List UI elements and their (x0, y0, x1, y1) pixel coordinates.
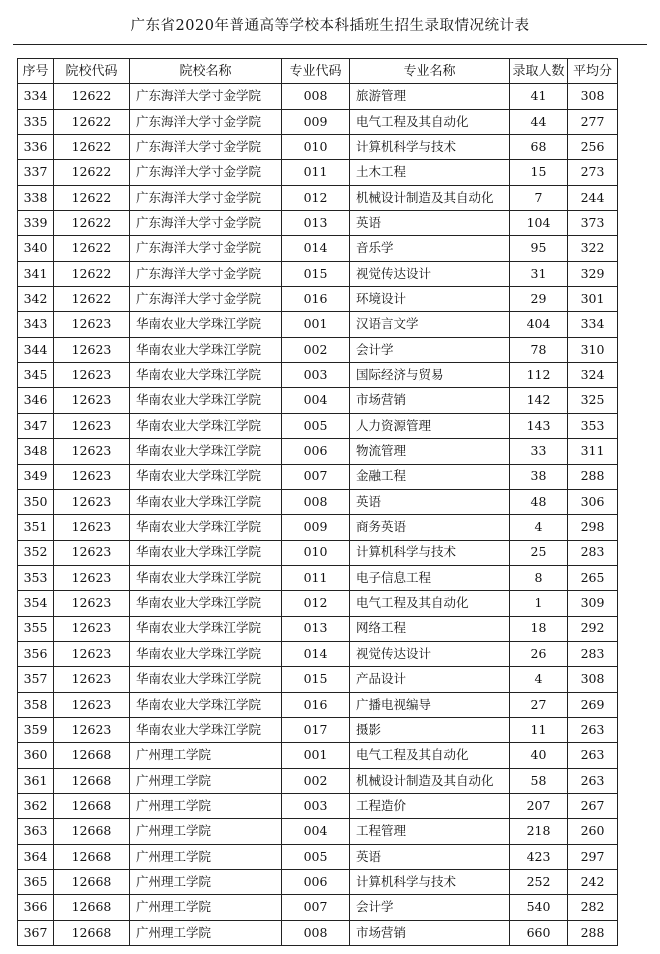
cell-school-name: 华南农业大学珠江学院 (130, 591, 282, 616)
cell-major-name: 摄影 (350, 717, 510, 742)
cell-seq: 347 (18, 413, 54, 438)
cell-admitted-count: 660 (510, 920, 568, 945)
cell-average-score: 308 (568, 667, 618, 692)
cell-major-name: 英语 (350, 844, 510, 869)
table-row (18, 84, 618, 109)
cell-admitted-count: 143 (510, 413, 568, 438)
cell-major-code: 006 (282, 870, 350, 895)
cell-average-score: 373 (568, 211, 618, 236)
cell-school-code: 12623 (54, 439, 130, 464)
cell-school-name: 广州理工学院 (130, 743, 282, 768)
cell-major-name: 商务英语 (350, 515, 510, 540)
cell-major-name: 工程造价 (350, 793, 510, 818)
cell-school-code: 12623 (54, 591, 130, 616)
cell-school-code: 12668 (54, 793, 130, 818)
cell-seq: 355 (18, 616, 54, 641)
table-row (18, 717, 618, 742)
cell-admitted-count: 4 (510, 515, 568, 540)
cell-school-name: 华南农业大学珠江学院 (130, 616, 282, 641)
table-row (18, 413, 618, 438)
cell-school-code: 12668 (54, 819, 130, 844)
table-row (18, 920, 618, 945)
cell-seq: 337 (18, 160, 54, 185)
cell-major-code: 014 (282, 236, 350, 261)
cell-major-name: 会计学 (350, 337, 510, 362)
cell-admitted-count: 4 (510, 667, 568, 692)
header-admitted-count: 录取人数 (510, 59, 568, 84)
cell-average-score: 263 (568, 768, 618, 793)
cell-major-name: 视觉传达设计 (350, 261, 510, 286)
cell-seq: 356 (18, 641, 54, 666)
cell-school-code: 12623 (54, 413, 130, 438)
cell-major-code: 015 (282, 261, 350, 286)
table-row (18, 591, 618, 616)
page-title: 广东省2020年普通高等学校本科插班生招生录取情况统计表 (130, 18, 530, 34)
cell-admitted-count: 58 (510, 768, 568, 793)
cell-major-code: 003 (282, 363, 350, 388)
admission-table (17, 58, 618, 946)
cell-average-score: 288 (568, 464, 618, 489)
cell-major-code: 008 (282, 489, 350, 514)
header-school-name: 院校名称 (130, 59, 282, 84)
cell-major-code: 005 (282, 413, 350, 438)
cell-school-name: 华南农业大学珠江学院 (130, 565, 282, 590)
cell-school-code: 12623 (54, 515, 130, 540)
cell-admitted-count: 8 (510, 565, 568, 590)
cell-major-code: 017 (282, 717, 350, 742)
cell-school-name: 广州理工学院 (130, 895, 282, 920)
cell-seq: 346 (18, 388, 54, 413)
table-row (18, 439, 618, 464)
cell-seq: 338 (18, 185, 54, 210)
cell-major-code: 016 (282, 287, 350, 312)
cell-seq: 353 (18, 565, 54, 590)
cell-seq: 342 (18, 287, 54, 312)
cell-school-code: 12623 (54, 667, 130, 692)
cell-major-code: 002 (282, 337, 350, 362)
cell-admitted-count: 31 (510, 261, 568, 286)
table-row (18, 312, 618, 337)
cell-school-name: 华南农业大学珠江学院 (130, 439, 282, 464)
cell-major-code: 006 (282, 439, 350, 464)
cell-major-code: 010 (282, 540, 350, 565)
table-row (18, 616, 618, 641)
cell-major-name: 市场营销 (350, 388, 510, 413)
table-row (18, 236, 618, 261)
cell-seq: 352 (18, 540, 54, 565)
table-row (18, 540, 618, 565)
cell-school-code: 12668 (54, 895, 130, 920)
cell-average-score: 282 (568, 895, 618, 920)
cell-average-score: 334 (568, 312, 618, 337)
cell-major-code: 001 (282, 312, 350, 337)
cell-school-name: 华南农业大学珠江学院 (130, 489, 282, 514)
cell-major-code: 004 (282, 388, 350, 413)
cell-major-name: 电气工程及其自动化 (350, 743, 510, 768)
cell-admitted-count: 40 (510, 743, 568, 768)
cell-seq: 343 (18, 312, 54, 337)
cell-major-code: 009 (282, 109, 350, 134)
cell-major-name: 会计学 (350, 895, 510, 920)
cell-major-code: 001 (282, 743, 350, 768)
cell-admitted-count: 1 (510, 591, 568, 616)
cell-average-score: 329 (568, 261, 618, 286)
cell-admitted-count: 38 (510, 464, 568, 489)
cell-major-name: 国际经济与贸易 (350, 363, 510, 388)
cell-major-name: 计算机科学与技术 (350, 870, 510, 895)
cell-school-name: 华南农业大学珠江学院 (130, 667, 282, 692)
cell-admitted-count: 44 (510, 109, 568, 134)
cell-major-name: 广播电视编导 (350, 692, 510, 717)
cell-school-name: 广东海洋大学寸金学院 (130, 185, 282, 210)
header-seq: 序号 (18, 59, 54, 84)
cell-school-name: 广州理工学院 (130, 768, 282, 793)
cell-admitted-count: 68 (510, 135, 568, 160)
table-row (18, 768, 618, 793)
cell-school-name: 广州理工学院 (130, 920, 282, 945)
cell-school-code: 12623 (54, 692, 130, 717)
cell-admitted-count: 104 (510, 211, 568, 236)
cell-major-code: 007 (282, 895, 350, 920)
table-row (18, 211, 618, 236)
cell-major-name: 计算机科学与技术 (350, 540, 510, 565)
cell-school-code: 12623 (54, 565, 130, 590)
cell-admitted-count: 41 (510, 84, 568, 109)
table-row (18, 870, 618, 895)
cell-major-name: 视觉传达设计 (350, 641, 510, 666)
cell-major-code: 008 (282, 84, 350, 109)
cell-major-code: 012 (282, 591, 350, 616)
table-row (18, 743, 618, 768)
cell-school-code: 12623 (54, 616, 130, 641)
cell-average-score: 306 (568, 489, 618, 514)
cell-school-code: 12623 (54, 540, 130, 565)
table-row (18, 109, 618, 134)
cell-school-name: 华南农业大学珠江学院 (130, 692, 282, 717)
cell-average-score: 283 (568, 540, 618, 565)
cell-major-code: 014 (282, 641, 350, 666)
cell-school-name: 广州理工学院 (130, 793, 282, 818)
cell-school-name: 华南农业大学珠江学院 (130, 515, 282, 540)
cell-average-score: 292 (568, 616, 618, 641)
table-row (18, 135, 618, 160)
cell-major-name: 机械设计制造及其自动化 (350, 185, 510, 210)
cell-school-code: 12622 (54, 185, 130, 210)
cell-average-score: 263 (568, 743, 618, 768)
cell-average-score: 308 (568, 84, 618, 109)
cell-major-name: 机械设计制造及其自动化 (350, 768, 510, 793)
cell-major-code: 007 (282, 464, 350, 489)
cell-admitted-count: 33 (510, 439, 568, 464)
cell-seq: 341 (18, 261, 54, 286)
cell-school-name: 华南农业大学珠江学院 (130, 641, 282, 666)
table-row (18, 667, 618, 692)
table-row (18, 160, 618, 185)
cell-major-name: 土木工程 (350, 160, 510, 185)
cell-average-score: 265 (568, 565, 618, 590)
cell-admitted-count: 7 (510, 185, 568, 210)
cell-average-score: 256 (568, 135, 618, 160)
cell-seq: 340 (18, 236, 54, 261)
cell-major-name: 汉语言文学 (350, 312, 510, 337)
cell-seq: 354 (18, 591, 54, 616)
table-row (18, 793, 618, 818)
cell-school-name: 华南农业大学珠江学院 (130, 388, 282, 413)
cell-seq: 345 (18, 363, 54, 388)
cell-school-code: 12622 (54, 84, 130, 109)
cell-seq: 351 (18, 515, 54, 540)
cell-school-name: 广州理工学院 (130, 870, 282, 895)
cell-school-code: 12622 (54, 236, 130, 261)
cell-major-code: 012 (282, 185, 350, 210)
cell-seq: 335 (18, 109, 54, 134)
cell-major-name: 工程管理 (350, 819, 510, 844)
cell-major-name: 环境设计 (350, 287, 510, 312)
cell-major-code: 009 (282, 515, 350, 540)
cell-major-name: 电子信息工程 (350, 565, 510, 590)
cell-seq: 360 (18, 743, 54, 768)
cell-major-code: 008 (282, 920, 350, 945)
cell-average-score: 244 (568, 185, 618, 210)
cell-admitted-count: 540 (510, 895, 568, 920)
cell-seq: 364 (18, 844, 54, 869)
cell-admitted-count: 29 (510, 287, 568, 312)
table-row (18, 464, 618, 489)
cell-major-name: 产品设计 (350, 667, 510, 692)
cell-school-code: 12623 (54, 464, 130, 489)
cell-admitted-count: 95 (510, 236, 568, 261)
cell-admitted-count: 18 (510, 616, 568, 641)
cell-admitted-count: 25 (510, 540, 568, 565)
cell-average-score: 324 (568, 363, 618, 388)
cell-admitted-count: 218 (510, 819, 568, 844)
cell-average-score: 325 (568, 388, 618, 413)
cell-major-name: 物流管理 (350, 439, 510, 464)
cell-average-score: 267 (568, 793, 618, 818)
cell-major-name: 计算机科学与技术 (350, 135, 510, 160)
table-row (18, 388, 618, 413)
cell-school-code: 12622 (54, 261, 130, 286)
cell-average-score: 322 (568, 236, 618, 261)
cell-school-name: 广州理工学院 (130, 819, 282, 844)
header-major-name: 专业名称 (350, 59, 510, 84)
cell-admitted-count: 15 (510, 160, 568, 185)
cell-admitted-count: 27 (510, 692, 568, 717)
cell-seq: 348 (18, 439, 54, 464)
table-row (18, 261, 618, 286)
cell-school-code: 12623 (54, 337, 130, 362)
cell-school-name: 华南农业大学珠江学院 (130, 717, 282, 742)
cell-seq: 334 (18, 84, 54, 109)
cell-seq: 339 (18, 211, 54, 236)
table-row (18, 515, 618, 540)
cell-school-code: 12622 (54, 109, 130, 134)
table-row (18, 641, 618, 666)
cell-major-code: 004 (282, 819, 350, 844)
header-major-code: 专业代码 (282, 59, 350, 84)
cell-school-name: 华南农业大学珠江学院 (130, 413, 282, 438)
cell-school-code: 12668 (54, 768, 130, 793)
cell-seq: 336 (18, 135, 54, 160)
cell-admitted-count: 404 (510, 312, 568, 337)
cell-major-code: 013 (282, 616, 350, 641)
table-row (18, 844, 618, 869)
cell-school-name: 广东海洋大学寸金学院 (130, 261, 282, 286)
cell-school-code: 12622 (54, 160, 130, 185)
cell-seq: 363 (18, 819, 54, 844)
cell-school-name: 广东海洋大学寸金学院 (130, 160, 282, 185)
cell-major-code: 005 (282, 844, 350, 869)
cell-average-score: 263 (568, 717, 618, 742)
cell-major-code: 016 (282, 692, 350, 717)
cell-school-name: 广东海洋大学寸金学院 (130, 211, 282, 236)
cell-school-code: 12623 (54, 641, 130, 666)
cell-school-code: 12668 (54, 844, 130, 869)
cell-major-code: 011 (282, 160, 350, 185)
header-average-score: 平均分 (568, 59, 618, 84)
cell-average-score: 309 (568, 591, 618, 616)
cell-average-score: 283 (568, 641, 618, 666)
table-row (18, 819, 618, 844)
cell-school-name: 华南农业大学珠江学院 (130, 312, 282, 337)
cell-major-code: 013 (282, 211, 350, 236)
cell-average-score: 273 (568, 160, 618, 185)
cell-school-code: 12622 (54, 135, 130, 160)
cell-admitted-count: 207 (510, 793, 568, 818)
cell-average-score: 242 (568, 870, 618, 895)
cell-school-name: 华南农业大学珠江学院 (130, 464, 282, 489)
cell-major-name: 金融工程 (350, 464, 510, 489)
cell-seq: 350 (18, 489, 54, 514)
cell-school-name: 广东海洋大学寸金学院 (130, 236, 282, 261)
cell-average-score: 311 (568, 439, 618, 464)
cell-school-code: 12623 (54, 489, 130, 514)
cell-school-code: 12623 (54, 312, 130, 337)
cell-school-name: 广东海洋大学寸金学院 (130, 84, 282, 109)
cell-major-code: 010 (282, 135, 350, 160)
cell-seq: 358 (18, 692, 54, 717)
cell-average-score: 269 (568, 692, 618, 717)
cell-seq: 357 (18, 667, 54, 692)
cell-major-name: 英语 (350, 211, 510, 236)
cell-major-name: 网络工程 (350, 616, 510, 641)
cell-school-code: 12623 (54, 717, 130, 742)
cell-school-code: 12668 (54, 920, 130, 945)
cell-school-code: 12623 (54, 388, 130, 413)
table-header-row (18, 59, 618, 84)
cell-seq: 349 (18, 464, 54, 489)
cell-admitted-count: 112 (510, 363, 568, 388)
table-row (18, 895, 618, 920)
cell-seq: 367 (18, 920, 54, 945)
cell-seq: 344 (18, 337, 54, 362)
cell-admitted-count: 26 (510, 641, 568, 666)
cell-admitted-count: 423 (510, 844, 568, 869)
cell-average-score: 260 (568, 819, 618, 844)
cell-admitted-count: 11 (510, 717, 568, 742)
table-row (18, 565, 618, 590)
cell-major-name: 英语 (350, 489, 510, 514)
cell-seq: 365 (18, 870, 54, 895)
table-row (18, 185, 618, 210)
cell-school-name: 华南农业大学珠江学院 (130, 540, 282, 565)
cell-admitted-count: 48 (510, 489, 568, 514)
cell-average-score: 301 (568, 287, 618, 312)
cell-seq: 359 (18, 717, 54, 742)
cell-major-name: 电气工程及其自动化 (350, 591, 510, 616)
cell-school-name: 广东海洋大学寸金学院 (130, 287, 282, 312)
cell-major-name: 人力资源管理 (350, 413, 510, 438)
cell-school-name: 华南农业大学珠江学院 (130, 337, 282, 362)
table-row (18, 337, 618, 362)
cell-school-name: 广东海洋大学寸金学院 (130, 109, 282, 134)
cell-school-code: 12623 (54, 363, 130, 388)
title-underline (13, 44, 647, 45)
cell-major-code: 003 (282, 793, 350, 818)
cell-major-code: 015 (282, 667, 350, 692)
cell-seq: 366 (18, 895, 54, 920)
cell-admitted-count: 252 (510, 870, 568, 895)
table-row (18, 692, 618, 717)
cell-school-code: 12668 (54, 743, 130, 768)
cell-admitted-count: 142 (510, 388, 568, 413)
cell-school-name: 广东海洋大学寸金学院 (130, 135, 282, 160)
cell-school-code: 12622 (54, 287, 130, 312)
cell-seq: 361 (18, 768, 54, 793)
cell-major-name: 音乐学 (350, 236, 510, 261)
cell-seq: 362 (18, 793, 54, 818)
table-row (18, 489, 618, 514)
cell-major-code: 002 (282, 768, 350, 793)
cell-average-score: 298 (568, 515, 618, 540)
table-row (18, 287, 618, 312)
cell-major-name: 市场营销 (350, 920, 510, 945)
cell-school-name: 广州理工学院 (130, 844, 282, 869)
cell-school-code: 12668 (54, 870, 130, 895)
cell-school-code: 12622 (54, 211, 130, 236)
cell-average-score: 277 (568, 109, 618, 134)
cell-average-score: 310 (568, 337, 618, 362)
cell-major-name: 电气工程及其自动化 (350, 109, 510, 134)
cell-school-name: 华南农业大学珠江学院 (130, 363, 282, 388)
table-row (18, 363, 618, 388)
cell-major-code: 011 (282, 565, 350, 590)
header-school-code: 院校代码 (54, 59, 130, 84)
cell-average-score: 353 (568, 413, 618, 438)
cell-admitted-count: 78 (510, 337, 568, 362)
cell-major-name: 旅游管理 (350, 84, 510, 109)
cell-average-score: 297 (568, 844, 618, 869)
cell-average-score: 288 (568, 920, 618, 945)
